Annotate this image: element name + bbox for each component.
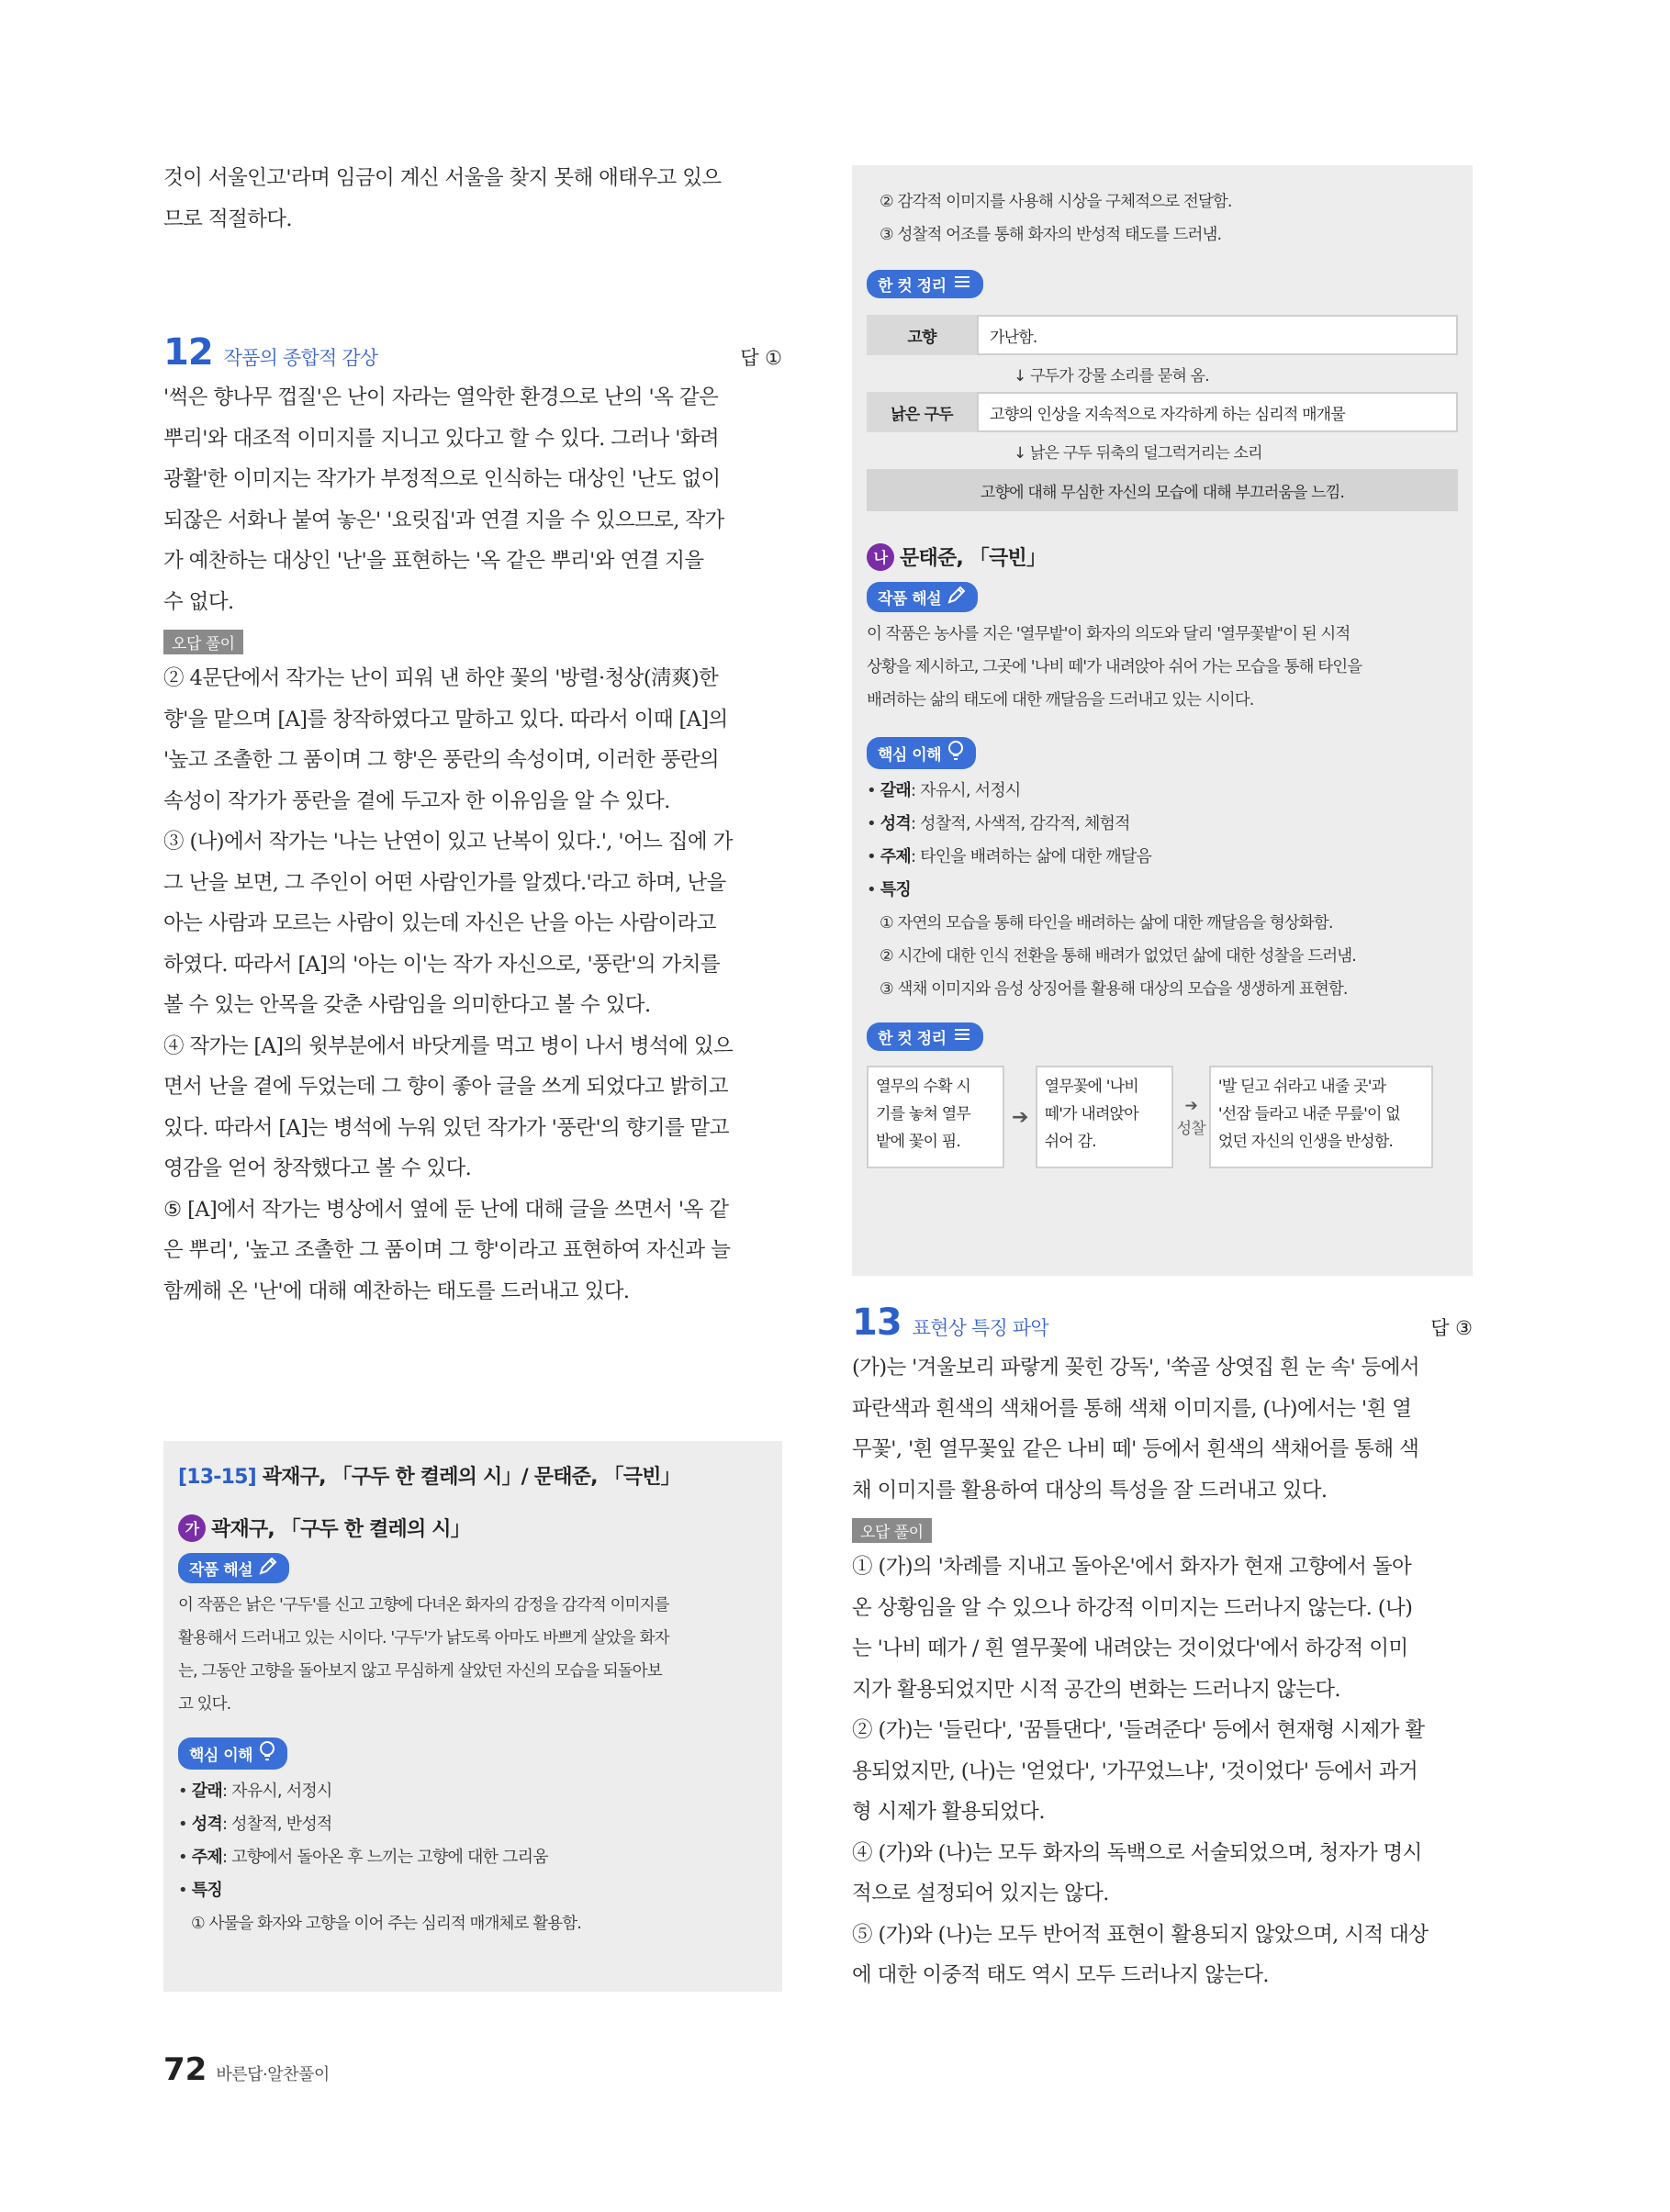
poem-info-box-right bbox=[852, 165, 1473, 1276]
summary-row-shoes: 낡은 구두 고향의 인상을 지속적으로 자각하게 하는 심리적 매개물 bbox=[867, 392, 1458, 432]
intro-text: 것이 서울인고'라며 임금이 계신 서울을 찾지 못해 애태우고 있으 므로 적절하다. bbox=[163, 166, 722, 231]
bullet-character: • 성격: 성찰적, 반성적 bbox=[178, 1815, 332, 1834]
flow-box-3: '발 딛고 쉬라고 내줄 곳'과 '선잠 들라고 내준 무릎'이 없 었던 자신의 인생을 반성함. bbox=[1209, 1066, 1433, 1168]
question-12-body: '썩은 향나무 껍질'은 난이 자라는 열악한 환경으로 난의 '옥 같은 뿌리'와 대조적 이미지를 지니고 있다고 할 수 있다. 그러나 '화려 광활'한 이미지는 작가가 부정적으로 인식하는 대상인 '난도 없이 되잖은 서화나 붙여 놓은' '요릿집'과 연결 지을 수 있으므로, 작가 가 예찬하는 대상인 '난'을 표현하는 '옥 같은 뿌리'와 연결 지을 수 없다. bbox=[163, 385, 724, 614]
question-title: 작품의 종합적 감상 bbox=[223, 347, 378, 369]
work-commentary-tag: 작품 해설 bbox=[867, 582, 978, 612]
bullet-features: • 특징 bbox=[178, 1881, 222, 1900]
question-title: 표현상 특징 파악 bbox=[912, 1317, 1048, 1339]
work-commentary-tag: 작품 해설 bbox=[178, 1553, 289, 1583]
bullet-theme: • 주제: 타인을 배려하는 삶에 대한 깨달음 bbox=[867, 847, 1152, 866]
work-commentary: 이 작품은 농사를 지은 '열무밭'이 화자의 의도와 달리 '열무꽃밭'이 된 시적 상황을 제시하고, 그곳에 '나비 떼'가 내려앉아 쉬어 가는 모습을 통해 타인을 배려하는 삶의 태도에 대한 깨달음을 드러내고 있는 시이다. bbox=[867, 625, 1362, 709]
page-footer bbox=[163, 2051, 330, 2088]
summary-result: 고향에 대해 무심한 자신의 모습에 대해 부끄러움을 느낌. bbox=[867, 469, 1458, 511]
feature-list: ① 사물을 화자와 고향을 이어 주는 심리적 매개체로 활용함. bbox=[191, 1915, 581, 1933]
bullet-theme: • 주제: 고향에서 돌아온 후 느끼는 고향에 대한 그리움 bbox=[178, 1848, 548, 1867]
feature-list: ① 자연의 모습을 통해 타인을 배려하는 삶에 대한 깨달음을 형상화함. ② 시간에 대한 인식 전환을 통해 배려가 없었던 삶에 대한 성찰을 드러냄. ③ 색채 이미지와 음성 상징어를 활용해 대상의 모습을 생생하게 표현함. bbox=[880, 914, 1356, 999]
question-12-header bbox=[163, 331, 782, 374]
question-13-header bbox=[852, 1302, 1473, 1344]
bullet-list bbox=[867, 775, 1458, 907]
poem-title-ga: 가 곽재구, 「구두 한 켤레의 시」 bbox=[178, 1514, 768, 1542]
feature-list-continued: ② 감각적 이미지를 사용해 시상을 구체적으로 전달함. ③ 성찰적 어조를 통해 화자의 반성적 태도를 드러냄. bbox=[880, 193, 1232, 244]
pencil-icon bbox=[258, 1556, 278, 1581]
question-12-wrong-answers: ② 4문단에서 작가는 난이 피워 낸 하얀 꽃의 '방렬·청상(淸爽)한 향'을 맡으며 [A]를 창작하였다고 말하고 있다. 따라서 이때 [A]의 '높고 조촐한 그 품이며 그 향'은 풍란의 속성이며, 이러한 풍란의 속성이 작가가 풍란을 곁에 두고자 한 이유임을 알 수 있다. ③ (나)에서 작가는 '나는 난연이 있고 난복이 있다.', '어느 집에 가 그 난을 보면, 그 주인이 어떤 사람인가를 알겠다.'라고 하며, 난을 아는 사람과 모르는 사람이 있는데 자신은 난을 아는 사람이라고 하였다. 따라서 [A]의 '아는 이'는 작가 자신으로, '풍란'의 가치를 볼 수 있는 안목을 갖춘 사람임을 의미한다고 볼 수 있다. ④ 작가는 [A]의 윗부분에서 바닷게를 먹고 병이 나서 병석에 있으 면서 난을 곁에 두었는데 그 향이 좋아 글을 쓰게 되었다고 밝히고 있다. 따라서 [A]는 병석에 누워 있던 작가가 '풍란'의 향기를 맡고 영감을 얻어 창작했다고 볼 수 있다. ⑤ [A]에서 작가는 병상에서 옆에 둔 난에 대해 글을 쓰면서 '옥 같 은 뿌리', '높고 조촐한 그 품이며 그 향'이라고 표현하여 자신과 늘 함께해 온 '난'에 대해 예찬하는 태도를 드러내고 있다. bbox=[163, 666, 734, 1303]
wrong-answer-tag: 오답 풀이 bbox=[852, 1518, 932, 1543]
arrow-right-icon: ➔ bbox=[1184, 1096, 1197, 1115]
list-icon bbox=[952, 273, 972, 296]
question-13-wrong-answers: ① (가)의 '차례를 지내고 돌아온'에서 화자가 현재 고향에서 돌아 온 상황임을 알 수 있으나 하강적 이미지는 드러나지 않는다. (나) 는 '나비 떼가 / 흰 열무꽃에 내려앉는 것이었다'에서 하강적 이미 지가 활용되었지만 시적 공간의 변화는 드러나지 않는다. ② (가)는 '들린다', '꿈틀댄다', '들려준다' 등에서 현재형 시제가 활 용되었지만, (나)는 '얻었다', '가꾸었느냐', '것이었다' 등에서 과거 형 시제가 활용되었다. ④ (가)와 (나)는 모두 화자의 독백으로 서술되었으며, 청자가 명시 적으로 설정되어 있지는 않다. ⑤ (가)와 (나)는 모두 반어적 표현이 활용되지 않았으며, 시적 대상 에 대한 이중적 태도 역시 모두 드러나지 않는다. bbox=[852, 1555, 1429, 1987]
bullet-genre: • 갈래: 자유시, 서정시 bbox=[178, 1782, 332, 1801]
core-understanding-tag: 핵심 이해 bbox=[178, 1737, 287, 1770]
bullet-features: • 특징 bbox=[867, 880, 911, 899]
summary-flow bbox=[867, 1066, 1458, 1168]
flow-box-2: 열무꽃에 '나비 떼'가 내려앉아 쉬어 감. bbox=[1036, 1066, 1173, 1168]
bullet-character: • 성격: 성찰적, 사색적, 감각적, 체험적 bbox=[867, 814, 1130, 833]
reflection-arrow: ➔ 성찰 bbox=[1176, 1096, 1205, 1138]
poem-title-na: 나 문태준, 「극빈」 bbox=[867, 542, 1458, 571]
arrow-right-icon: ➔ bbox=[1012, 1105, 1028, 1129]
bullet-list bbox=[178, 1775, 768, 1907]
question-number: 12 bbox=[163, 331, 213, 374]
lightbulb-icon bbox=[947, 740, 965, 766]
left-column bbox=[163, 158, 782, 1312]
source-title: [13-15] 곽재구, 「구두 한 켤레의 시」/ 문태준, 「극빈」 bbox=[178, 1466, 680, 1489]
lightbulb-icon bbox=[258, 1740, 276, 1767]
flow-box-1: 열무의 수확 시 기를 놓쳐 열무 밭에 꽃이 핌. bbox=[867, 1066, 1004, 1168]
bullet-genre: • 갈래: 자유시, 서정시 bbox=[867, 781, 1021, 800]
summary-tag: 한 컷 정리 bbox=[867, 270, 983, 298]
summary-row-hometown: 고향 가난함. bbox=[867, 315, 1458, 355]
summary-tag: 한 컷 정리 bbox=[867, 1022, 983, 1051]
list-icon bbox=[952, 1025, 972, 1048]
question-13 bbox=[852, 1302, 1473, 1996]
poem-marker-ga: 가 bbox=[178, 1514, 206, 1542]
summary-arrow-1: ↓ 구두가 강물 소리를 묻혀 옴. bbox=[1014, 366, 1209, 385]
poem-marker-na: 나 bbox=[867, 543, 894, 571]
answer-label: 답 ③ bbox=[1430, 1317, 1473, 1339]
poem-info-box-left bbox=[163, 1441, 782, 1992]
work-commentary: 이 작품은 낡은 '구두'를 신고 고향에 다녀온 화자의 감정을 감각적 이미지를 활용해서 드러내고 있는 시이다. '구두'가 낡도록 아마도 바쁘게 살았을 화자 는, 그동안 고향을 돌아보지 않고 무심하게 살았던 자신의 모습을 되돌아보 고 있다. bbox=[178, 1596, 669, 1714]
question-13-body: (가)는 '겨울보리 파랗게 꽂힌 강독', '쑥골 상엿집 흰 눈 속' 등에서 파란색과 흰색의 색채어를 통해 색채 이미지를, (나)에서는 '흰 열 무꽃', '흰 열무꽃잎 같은 나비 떼' 등에서 흰색의 색채어를 통해 색 채 이미지를 활용하여 대상의 특성을 잘 드러내고 있다. bbox=[852, 1356, 1420, 1503]
footer-title: 바른답·알찬풀이 bbox=[216, 2065, 330, 2084]
summary-table bbox=[867, 315, 1458, 511]
answer-label: 답 ① bbox=[740, 347, 782, 369]
wrong-answer-tag: 오답 풀이 bbox=[163, 630, 243, 654]
page-number: 72 bbox=[163, 2051, 207, 2088]
core-understanding-tag: 핵심 이해 bbox=[867, 737, 976, 769]
pencil-icon bbox=[947, 585, 967, 609]
summary-arrow-2: ↓ 낡은 구두 뒤축의 덜그럭거리는 소리 bbox=[1014, 443, 1262, 463]
question-number: 13 bbox=[852, 1302, 902, 1344]
